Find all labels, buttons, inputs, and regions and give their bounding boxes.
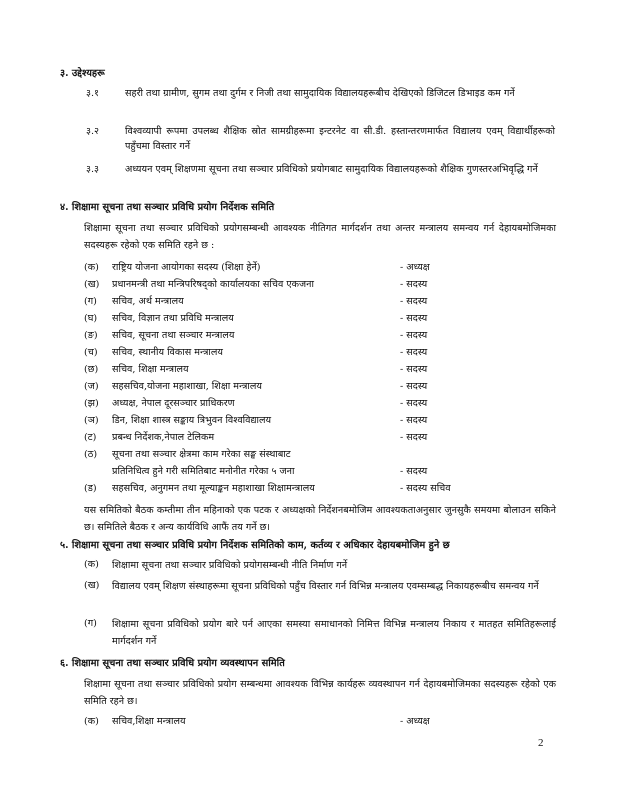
member-role: - सदस्य bbox=[400, 296, 428, 307]
member-role: - सदस्य bbox=[400, 432, 428, 443]
objective-text: अध्ययन एवम् शिक्षणमा सूचना तथा सञ्चार प्रविधिको प्रयोगबाट सामुदायिक विद्यालयहरूको शैक्षिक गुणस्तरअभिवृद्धि गर्ने bbox=[125, 164, 538, 175]
management-committee-heading: ६. शिक्षामा सूचना तथा सञ्चार प्रविधि प्रयोग व्यवस्थापन समिति bbox=[60, 658, 285, 669]
functions-heading: ५. शिक्षामा सूचना तथा सञ्चार प्रविधि प्रयोग निर्देशक समितिको काम, कर्तव्य र अधिकार देहायबमोजिम हुने छ bbox=[60, 540, 450, 551]
member-name: प्रबन्ध निर्देशक,नेपाल टेलिकम bbox=[112, 432, 215, 443]
member-name-continued: प्रतिनिधित्व हुने गरी समितिबाट मनोनीत गरेका ५ जना bbox=[112, 466, 295, 477]
member-label: (ठ) bbox=[84, 449, 98, 460]
function-text: शिक्षामा सूचना तथा सञ्चार प्रविधिको प्रयोगसम्बन्धी नीति निर्माण गर्ने bbox=[112, 560, 348, 571]
member-name: सहसचिव, अनुगमन तथा मूल्याङ्कन महाशाखा शिक्षामन्त्रालय bbox=[112, 483, 315, 494]
member-name: सचिव, अर्थ मन्त्रालय bbox=[112, 296, 184, 307]
member-role: - सदस्य bbox=[400, 466, 428, 477]
member-label: (ड) bbox=[84, 483, 97, 494]
function-label: (ख) bbox=[84, 580, 100, 591]
objective-number: ३.२ bbox=[86, 126, 100, 137]
steering-committee-closing: यस समितिको बैठक कम्तीमा तीन महिनाको एक पटक र अध्यक्षको निर्देशनबमोजिम आवश्यकताअनुसार जुनसुकै समयमा बोलाउन सकिने छ। समितिले बैठक र अन्य कार्यविधि आफैं तय गर्ने छ। bbox=[84, 505, 556, 533]
member-role: - सदस्य bbox=[400, 398, 428, 409]
member-label: (झ) bbox=[84, 398, 99, 409]
member-label: (ज) bbox=[84, 381, 99, 392]
member-label: (क) bbox=[84, 262, 99, 273]
member-name: सचिव, विज्ञान तथा प्रविधि मन्त्रालय bbox=[112, 313, 234, 324]
function-label: (ग) bbox=[84, 618, 97, 629]
function-text: विद्यालय एवम् शिक्षण संस्थाहरूमा सूचना प्रविधिको पहुँच विस्तार गर्न विभिन्न मन्त्रालय एवम्सम्बद्ध निकायहरूबीच समन्वय गर्ने bbox=[112, 581, 539, 592]
member-label: (क) bbox=[84, 716, 99, 727]
member-role: - सदस्य bbox=[400, 347, 428, 358]
member-role: - सदस्य bbox=[400, 313, 428, 324]
member-name: सचिव,शिक्षा मन्त्रालय bbox=[112, 716, 186, 727]
member-role: - अध्यक्ष bbox=[400, 262, 430, 273]
member-label: (ङ) bbox=[84, 330, 98, 341]
member-name: प्रधानमन्त्री तथा मन्त्रिपरिषद्को कार्यालयका सचिव एकजना bbox=[112, 279, 314, 290]
member-role: - सदस्य bbox=[400, 364, 428, 375]
member-name: अध्यक्ष, नेपाल दूरसञ्चार प्राधिकरण bbox=[112, 398, 235, 409]
steering-committee-intro: शिक्षामा सूचना तथा सञ्चार प्रविधिको प्रयोगसम्बन्धी आवश्यक नीतिगत मार्गदर्शन तथा अन्तर मन्त्रालय समन्वय गर्न देहायबमोजिमका सदस्यहरू रहेको एक समिति रहने छ : bbox=[84, 223, 556, 251]
member-role: - सदस्य सचिव bbox=[400, 483, 451, 494]
member-name: सचिव, सूचना तथा सञ्चार मन्त्रालय bbox=[112, 330, 235, 341]
member-role: - सदस्य bbox=[400, 330, 428, 341]
objective-number: ३.३ bbox=[86, 164, 100, 175]
member-name: सहसचिव,योजना महाशाखा, शिक्षा मन्त्रालय bbox=[112, 381, 262, 392]
member-name: सचिव, स्थानीय विकास मन्त्रालय bbox=[112, 347, 223, 358]
member-role: - सदस्य bbox=[400, 279, 428, 290]
member-label: (ञ) bbox=[84, 415, 99, 426]
member-label: (ग) bbox=[84, 296, 97, 307]
objective-number: ३.१ bbox=[86, 88, 100, 99]
member-role: - सदस्य bbox=[400, 415, 428, 426]
member-name: सूचना तथा सञ्चार क्षेत्रमा काम गरेका सङ्घ संस्थाबाट bbox=[112, 449, 291, 460]
objective-text: विश्वव्यापी रूपमा उपलब्ध शैक्षिक स्रोत सामग्रीहरूमा इन्टरनेट वा सी.डी. हस्तान्तरणमार्फत विद्यालय एवम् विद्यार्थीहरूको पहुँचमा विस्तार गर्ने bbox=[125, 126, 555, 152]
management-committee-intro: शिक्षामा सूचना तथा सञ्चार प्रविधिको प्रयोग सम्बन्धमा आवश्यक विभिन्न कार्यहरू व्यवस्थापन गर्न देहायबमोजिमका सदस्यहरू रहेको एक समिति रहने छ। bbox=[84, 679, 556, 707]
page-number: 2 bbox=[538, 737, 544, 749]
member-role: - अध्यक्ष bbox=[400, 716, 430, 727]
objectives-heading: ३. उद्देश्यहरू bbox=[60, 68, 105, 79]
function-label: (क) bbox=[84, 559, 99, 570]
member-label: (ख) bbox=[84, 279, 100, 290]
member-label: (घ) bbox=[84, 313, 98, 324]
function-text: शिक्षामा सूचना प्रविधिको प्रयोग बारे पर्न आएका समस्या समाधानको निमित्त विभिन्न मन्त्रालय निकाय र मातहत समितिहरूलाई मार्गदर्शन गर्ने bbox=[112, 619, 556, 647]
member-label: (ट) bbox=[84, 432, 97, 443]
steering-committee-heading: ४. शिक्षामा सूचना तथा सञ्चार प्रविधि प्रयोग निर्देशक समिति bbox=[60, 202, 275, 213]
member-name: सचिव, शिक्षा मन्त्रालय bbox=[112, 364, 189, 375]
member-label: (च) bbox=[84, 347, 98, 358]
member-role: - सदस्य bbox=[400, 381, 428, 392]
objective-text: सहरी तथा ग्रामीण, सुगम तथा दुर्गम र निजी तथा सामुदायिक विद्यालयहरूबीच देखिएको डिजिटल डिभाइड कम गर्ने bbox=[125, 88, 515, 99]
member-name: डिन, शिक्षा शास्त्र सङ्काय त्रिभुवन विश्वविद्यालय bbox=[112, 415, 272, 426]
member-label: (छ) bbox=[84, 364, 99, 375]
member-name: राष्ट्रिय योजना आयोगका सदस्य (शिक्षा हेर्ने) bbox=[112, 262, 261, 273]
